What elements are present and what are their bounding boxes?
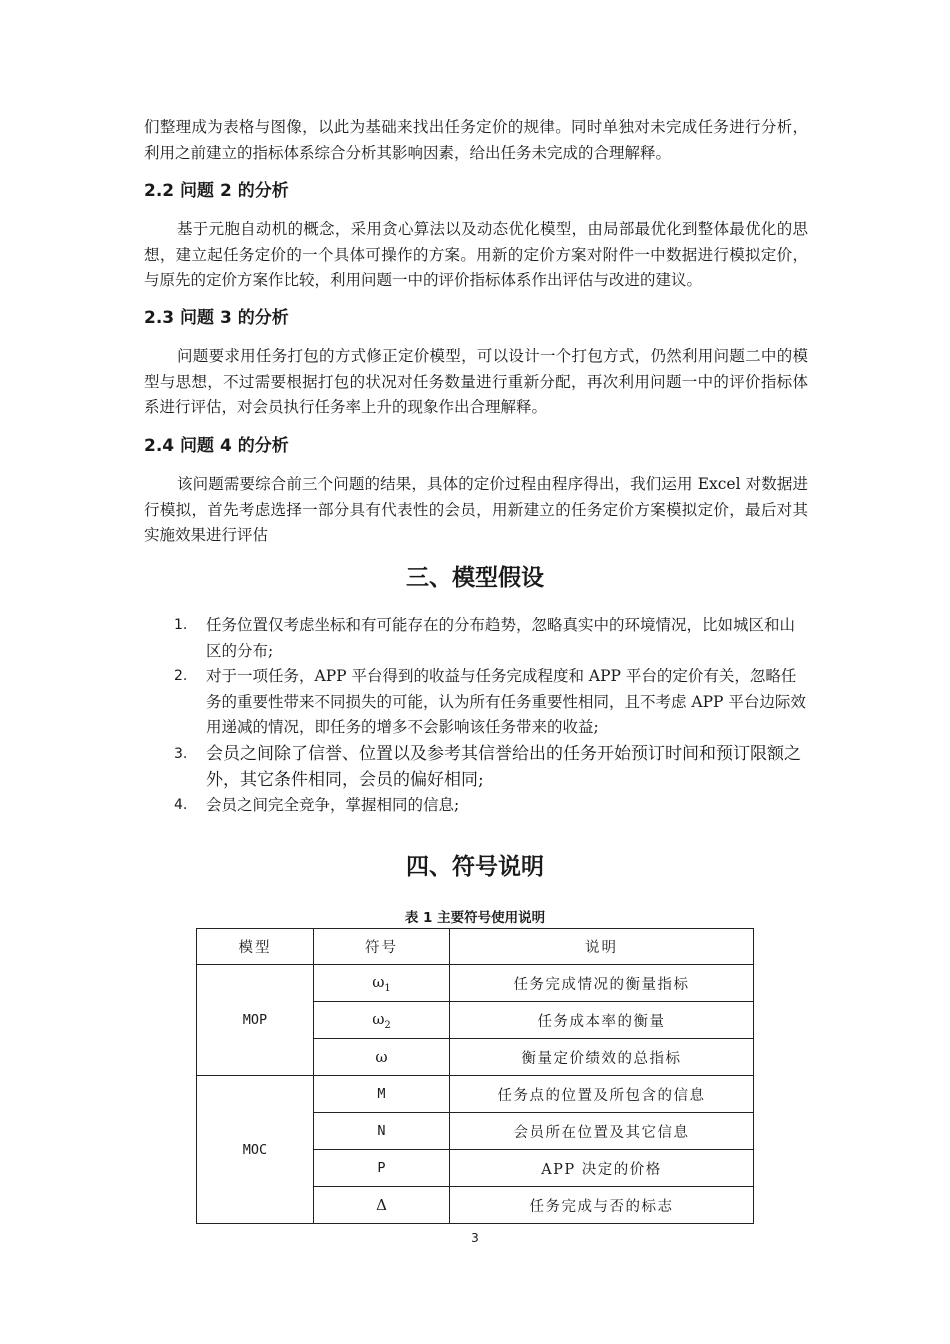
description-cell: 任务成本率的衡量 bbox=[450, 1002, 754, 1039]
description-cell: 任务完成与否的标志 bbox=[450, 1187, 754, 1224]
symbol-cell: $\omega_1$ bbox=[314, 965, 450, 1002]
paragraph-2-2: 基于元胞自动机的概念，采用贪心算法以及动态优化模型，由局部最优化到整体最优化的思想，建立起任务定价的一个具体可操作的方案。用新的定价方案对附件一中数据进行模拟定价，与原先的定价方案作比较，利用问题一中的评价指标体系作出评估与改进的建议。 bbox=[144, 220, 808, 289]
list-text: 对于一项任务，APP 平台得到的收益与任务完成程度和 APP 平台的定价有关，忽略任务的重要性带来不同损失的可能，认为所有任务重要性相同，且不考虑 APP 平台边际效用递减的情况，即任务的增多不会影响该任务带来的收益; bbox=[206, 667, 806, 736]
paragraph-continuation: 们整理成为表格与图像，以此为基础来找出任务定价的规律。同时单独对未完成任务进行分析，利用之前建立的指标体系综合分析其影响因素，给出任务未完成的合理解释。 bbox=[144, 118, 808, 162]
list-item bbox=[174, 613, 808, 664]
symbol-table bbox=[196, 928, 754, 1224]
list-number: 3. bbox=[174, 745, 188, 762]
heading-2-3: 2.3 问题 3 的分析 bbox=[144, 308, 289, 328]
symbol-cell: Δ bbox=[314, 1187, 450, 1224]
description-cell: 任务点的位置及所包含的信息 bbox=[450, 1076, 754, 1113]
list-text: 会员之间除了信誉、位置以及参考其信誉给出的任务开始预订时间和预订限额之外，其它条件相同，会员的偏好相同; bbox=[206, 743, 801, 790]
description-cell: APP 决定的价格 bbox=[450, 1150, 754, 1187]
list-item bbox=[174, 741, 808, 793]
paragraph-2-4: 该问题需要综合前三个问题的结果，具体的定价过程由程序得出，我们运用 Excel 对数据进行模拟，首先考虑选择一部分具有代表性的会员，用新建立的任务定价方案模拟定价，最后对其实施效果进行评估 bbox=[144, 475, 808, 544]
symbol-cell: $\omega_2$ bbox=[314, 1002, 450, 1039]
description-cell: 会员所在位置及其它信息 bbox=[450, 1113, 754, 1150]
model-cell-moc: MOC bbox=[197, 1076, 314, 1224]
list-number: 2. bbox=[174, 668, 188, 684]
list-number: 1. bbox=[174, 617, 188, 633]
symbol-cell: M bbox=[314, 1076, 450, 1113]
list-item bbox=[174, 793, 808, 819]
model-cell-mop: MOP bbox=[197, 965, 314, 1076]
table-caption: 表 1 主要符号使用说明 bbox=[404, 910, 546, 926]
page-number: 3 bbox=[471, 1231, 479, 1245]
list-text: 会员之间完全竞争，掌握相同的信息; bbox=[206, 795, 460, 814]
paragraph-2-3: 问题要求用任务打包的方式修正定价模型，可以设计一个打包方式，仍然利用问题二中的模型与思想，不过需要根据打包的状况对任务数量进行重新分配，再次利用问题一中的评价指标体系进行评估，对会员执行任务率上升的现象作出合理解释。 bbox=[144, 347, 808, 416]
list-number: 4. bbox=[174, 796, 188, 813]
symbol-cell: P bbox=[314, 1150, 450, 1187]
section-title-symbols: 四、符号说明 bbox=[406, 854, 544, 880]
assumption-list bbox=[174, 613, 808, 818]
heading-2-2: 2.2 问题 2 的分析 bbox=[144, 181, 289, 201]
header-symbol: 符号 bbox=[314, 929, 450, 965]
symbol-cell: ω bbox=[314, 1039, 450, 1076]
table-row bbox=[197, 965, 754, 1002]
section-title-assumptions: 三、模型假设 bbox=[406, 565, 544, 591]
table-header-row bbox=[197, 929, 754, 965]
symbol-cell: N bbox=[314, 1113, 450, 1150]
description-cell: 任务完成情况的衡量指标 bbox=[450, 965, 754, 1002]
list-text: 任务位置仅考虑坐标和有可能存在的分布趋势，忽略真实中的环境情况，比如城区和山区的分布; bbox=[206, 616, 796, 660]
header-model: 模型 bbox=[197, 929, 314, 965]
header-description: 说明 bbox=[450, 929, 754, 965]
list-item bbox=[174, 664, 808, 741]
table-row bbox=[197, 1076, 754, 1113]
heading-2-4: 2.4 问题 4 的分析 bbox=[144, 436, 289, 456]
description-cell: 衡量定价绩效的总指标 bbox=[450, 1039, 754, 1076]
